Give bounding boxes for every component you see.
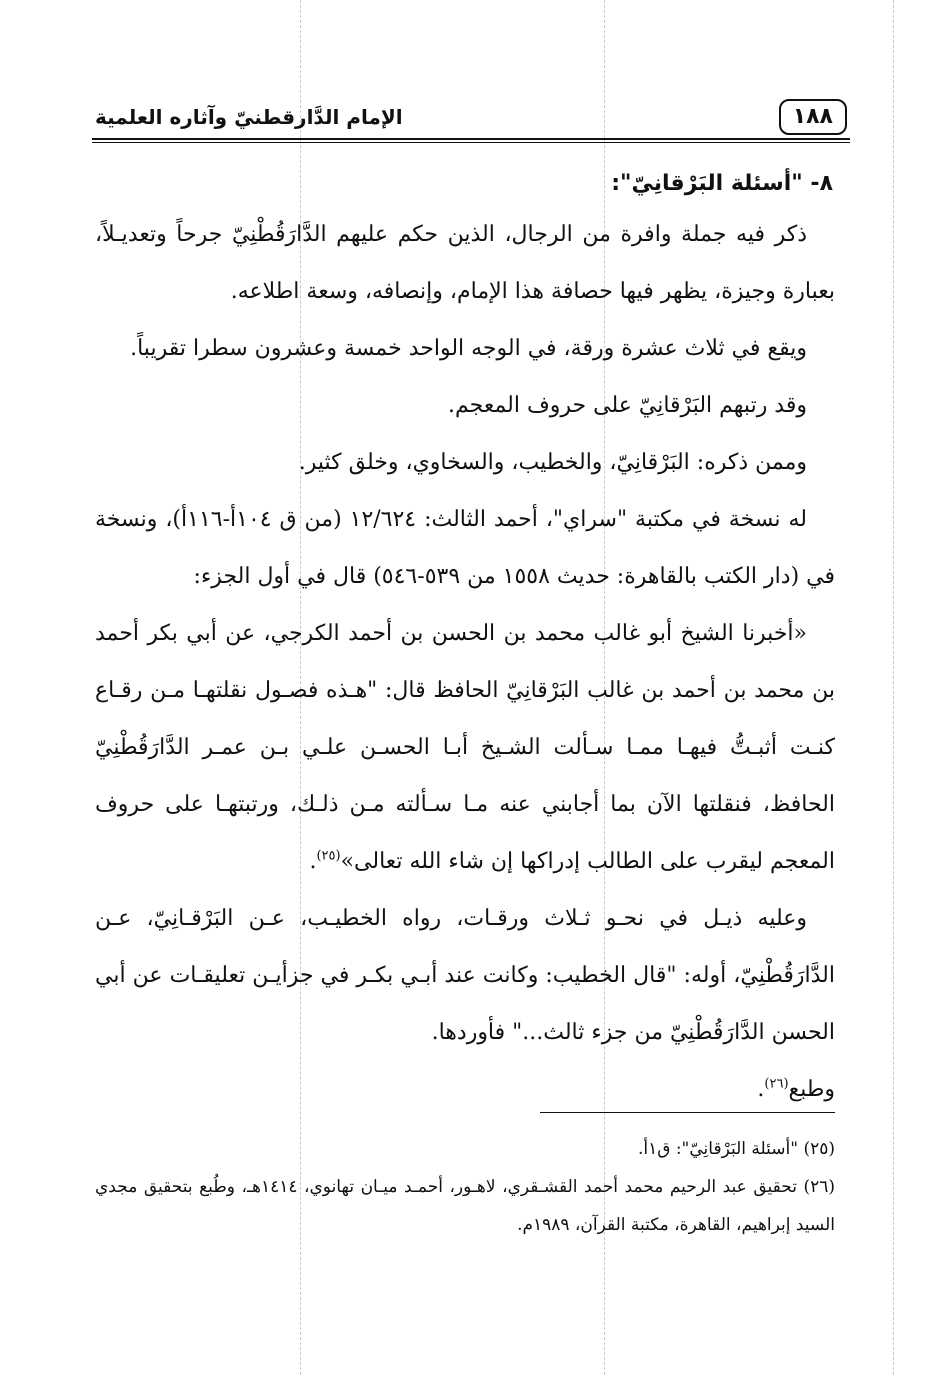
section-heading: ٨- "أسئلة البَرْقانِيّ": (611, 171, 833, 196)
paragraph-quote: «أخبرنا الشيخ أبو غالب محمد بن الحسن بن أحمد الكرجي، عن أبي بكر أحمد بن محمد بن أحمد بن غالب البَرْقانِيّ الحافظ قال: "هـذه فصـول نقلتهـا مـن رقـاع كنـت أثبـتُّ فيهـا ممـا سـألت الشـيخ أبـا الحسـن علـي بـن عمـر الدَّارَقُطْنِيّ الحافظ، فنقلتها الآن بما أجابني عنه مـا سـألته مـن ذلـك، ورتبتهـا على حروف المعجم ليقرب على الطالب إدراكها إن شاء الله تعالى»$^{(٢٥)}$. (95, 621, 835, 874)
header-rule (92, 138, 850, 140)
footnotes (95, 1130, 835, 1244)
footnote-ref-25[interactable]: (٢٥) (316, 848, 341, 864)
footnote-ref-26[interactable]: (٢٦) (764, 1076, 789, 1092)
page-number: ١٨٨ (779, 99, 847, 135)
paragraph-appendix: وعليه ذيـل في نحـو ثـلاث ورقـات، رواه الخطيـب، عـن البَرْقـانِيّ، عـن الدَّارَقُطْنِيّ، أوله: "قال الخطيب: وكانت عند أبـي بكـر في جزأيـن تعليقـات عن أبي الحسن الدَّارَقُطْنِيّ من جزء ثالث..." فأوردها. (95, 906, 835, 1045)
quote-text: «أخبرنا الشيخ أبو غالب محمد بن الحسن بن أحمد الكرجي، عن أبي بكر أحمد بن محمد بن أحمد بن غالب البَرْقانِيّ الحافظ قال: "هـذه فصـول نقلتهـا مـن رقـاع كنـت أثبـتُّ فيهـا ممـا سـألت الشـيخ أبـا الحسـن علـي بـن عمـر الدَّارَقُطْنِيّ الحافظ، فنقلتها الآن بما أجابني عنه مـا سـألته مـن ذلـك، ورتبتهـا على حروف المعجم ليقرب على الطالب إدراكها إن شاء الله تعالى» (95, 621, 835, 874)
paragraph-manuscripts: له نسخة في مكتبة "سراي"، أحمد الثالث: ١٢/٦٢٤ (من ق ١٠٤أ-١١٦أ)، ونسخة في (دار الكتب بالقاهرة: حديث ١٥٥٨ من ٥٣٩-٥٤٦) قال في أول الجزء: (95, 507, 835, 589)
paragraph-printed: وطبع$^{(٢٦)}$. (757, 1076, 835, 1102)
printed-text: وطبع (788, 1077, 835, 1102)
page-header (95, 96, 847, 138)
running-title: الإمام الدَّارقطنيّ وآثاره العلمية (95, 105, 403, 129)
header-rule-thin (92, 142, 850, 143)
scan-fold-line-right (893, 0, 894, 1375)
main-text (95, 162, 835, 1118)
footnote-26: (٢٦) تحقيق عبد الرحيم محمد أحمد القشـقري، لاهـور، أحمـد ميـان تهانوي، ١٤١٤هـ، وطُبع بتحقيق مجدي السيد إبراهيم، القاهرة، مكتبة القرآن، ١٩٨٩م. (95, 1177, 835, 1235)
paragraph-size: ويقع في ثلاث عشرة ورقة، في الوجه الواحد خمسة وعشرون سطرا تقريباً. (130, 336, 807, 361)
paragraph-description: ذكر فيه جملة وافرة من الرجال، الذين حكم عليهم الدَّارَقُطْنِيّ جرحاً وتعديـلاً، بعبارة وجيزة، يظهر فيها حصافة هذا الإمام، وإنصافه، وسعة اطلاعه. (95, 222, 835, 304)
footnote-25: (٢٥) "أسئلة البَرْقانِيّ": ق١أ. (637, 1139, 835, 1159)
paragraph-mentions: وممن ذكره: البَرْقانِيّ، والخطيب، والسخاوي، وخلق كثير. (298, 450, 807, 475)
footnote-separator (540, 1112, 835, 1113)
paragraph-order: وقد رتبهم البَرْقانِيّ على حروف المعجم. (448, 393, 807, 418)
